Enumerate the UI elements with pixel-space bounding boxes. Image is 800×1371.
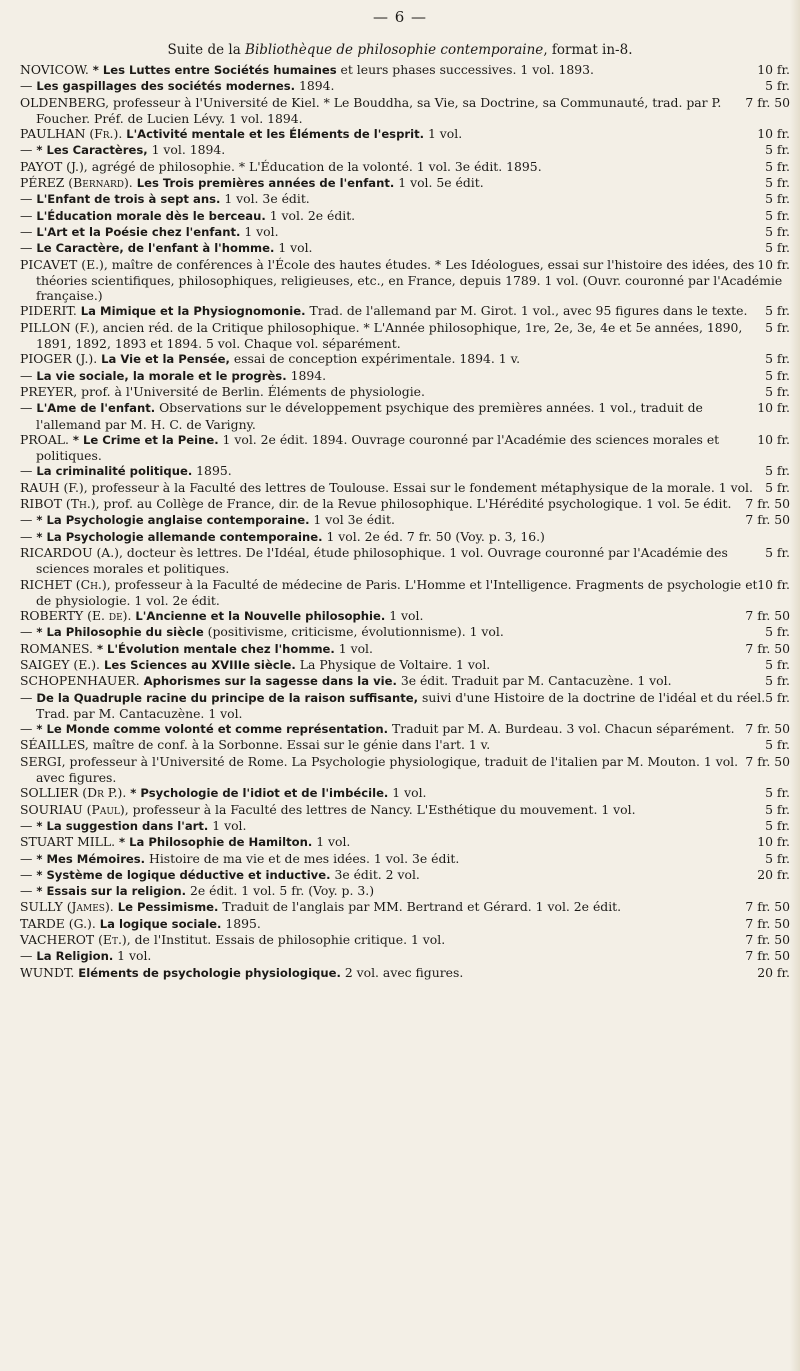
entry-author: — — [20, 866, 33, 882]
entry-price: 5 fr. — [765, 175, 790, 191]
catalogue-entry — [20, 257, 790, 304]
entry-author: — — [20, 78, 33, 94]
entry-author: WUNDT. — [20, 964, 75, 980]
entry-details: maître de conférences à l'École des hautes études. * Les Idéologues, essai sur l'histoire des idées, des théories scientifiques, philosophiques, religieuses, etc., en France, depuis 1789. 1 vol. (Ouvr. couronné par l'Académie française.) — [36, 256, 783, 304]
catalogue-entry — [20, 834, 790, 850]
series-heading — [0, 42, 800, 58]
entry-title: * Système de logique déductive et inductive. — [36, 867, 331, 882]
entry-title: * La suggestion dans l'art. — [36, 818, 209, 833]
entry-author: — — [20, 948, 33, 964]
entry-author: TARDE (G.). — [20, 915, 96, 931]
entry-details: Traduit de l'anglais par MM. Bertrand et Gérard. 1 vol. 2e édit. — [218, 899, 622, 915]
entry-price: 5 fr. — [765, 463, 790, 479]
entry-details: 1 vol. — [424, 126, 463, 142]
entry-author: PAYOT (J.), — [20, 158, 88, 174]
catalogue-entry — [20, 673, 790, 689]
entry-price: 5 fr. — [765, 801, 790, 817]
entry-price: 5 fr. — [765, 785, 790, 801]
catalogue-entry — [20, 883, 790, 899]
entry-price: 7 fr. 50 — [745, 496, 790, 512]
entry-price: 5 fr. — [765, 817, 790, 833]
entry-price: 5 fr. — [765, 319, 790, 335]
entry-author: SOLLIER (Dr P.). — [20, 785, 127, 801]
catalogue-entry — [20, 867, 790, 883]
entry-title: La criminalité politique. — [36, 464, 193, 479]
entry-author: SAIGEY (E.). — [20, 656, 100, 672]
entry-author: SOURIAU (Paul), — [20, 801, 129, 817]
entry-price: 10 fr. — [757, 62, 790, 77]
entry-author: — — [20, 850, 33, 866]
entry-details: 3e édit. 2 vol. — [330, 866, 420, 882]
catalogue-entry — [20, 400, 790, 432]
entry-author: — — [20, 463, 33, 479]
entry-price: 5 fr. — [765, 158, 790, 174]
entry-price: 5 fr. — [765, 191, 790, 207]
entry-title: L'Enfant de trois à sept ans. — [36, 192, 221, 207]
entry-price: 5 fr. — [765, 367, 790, 383]
entry-title: Aphorismes sur la sagesse dans la vie. — [143, 674, 397, 689]
entry-author: — — [20, 191, 33, 207]
catalogue-entry — [20, 384, 790, 400]
entry-title: * Psychologie de l'idiot et de l'imbécile. — [130, 786, 389, 801]
entry-details: 1 vol. 1894. — [147, 142, 226, 158]
entry-title: La Religion. — [36, 949, 114, 964]
catalogue-entry — [20, 737, 790, 753]
catalogue-entry — [20, 480, 790, 496]
entry-price: 5 fr. — [765, 544, 790, 560]
entry-price: 5 fr. — [765, 78, 790, 94]
entry-author: RICARDOU (A.), — [20, 544, 123, 560]
entry-price: 7 fr. 50 — [745, 948, 790, 964]
entry-price: 5 fr. — [765, 737, 790, 753]
catalogue-entry — [20, 175, 790, 191]
catalogue-entry — [20, 916, 790, 932]
catalogue-entry — [20, 624, 790, 640]
catalogue-entry — [20, 851, 790, 867]
entry-details: 1 vol 3e édit. — [309, 512, 395, 528]
catalogue-entry — [20, 641, 790, 657]
entry-title: L'Éducation morale dès le berceau. — [36, 208, 266, 223]
entry-title: * Essais sur la religion. — [36, 884, 187, 899]
entry-price: 5 fr. — [765, 383, 790, 399]
entry-author: — — [20, 207, 33, 223]
entry-details: ancien réd. de la Critique philosophique. * L'Année philosophique, 1re, 2e, 3e, 4e et 5e années, 1890, 1891, 1892, 1893 et 1894. 5 vol. Chaque vol. séparément. — [36, 319, 743, 352]
entry-author: — — [20, 512, 33, 528]
entry-author: ROMANES. — [20, 640, 93, 656]
catalogue-entry — [20, 802, 790, 818]
catalogue-entry — [20, 577, 790, 609]
catalogue-entry — [20, 159, 790, 175]
entry-price: 7 fr. 50 — [745, 899, 790, 915]
catalogue-entry — [20, 320, 790, 352]
entry-title: La Vie et la Pensée, — [101, 352, 230, 367]
entry-title: Les Sciences au XVIIIe siècle. — [103, 657, 296, 672]
series-title: Bibliothèque de philosophie contemporaine — [245, 42, 544, 58]
entry-price: 5 fr. — [765, 673, 790, 689]
entry-price: 5 fr. — [765, 142, 790, 158]
entry-details: professeur à l'Université de Kiel. * Le Bouddha, sa Vie, sa Doctrine, sa Communauté, trad. par P. Foucher. Préf. de Lucien Lévy. 1 vol. 1894. — [36, 94, 722, 126]
entry-price: 5 fr. — [765, 656, 790, 672]
catalogue-entry — [20, 78, 790, 94]
entry-details: 1 vol. 2e édit. — [265, 207, 356, 223]
entry-details: 1894. — [286, 367, 327, 383]
entry-details: professeur à la Faculté de médecine de Paris. L'Homme et l'Intelligence. Fragments de psychologie et de physiologie. 1 vol. 2e édit. — [36, 576, 758, 608]
catalogue-entry — [20, 303, 790, 319]
catalogue-entry — [20, 721, 790, 737]
entry-author: VACHEROT (Et.), — [20, 932, 131, 948]
entry-price: 10 fr. — [757, 400, 790, 416]
entry-price: 5 fr. — [765, 240, 790, 256]
entry-title: La Mimique et la Physiognomonie. — [80, 304, 306, 319]
entry-price: 7 fr. 50 — [745, 94, 790, 110]
entry-price: 7 fr. 50 — [745, 512, 790, 528]
entry-details: 1895. — [221, 915, 261, 931]
entry-author: — — [20, 624, 33, 640]
entry-details: Traduit par M. A. Burdeau. 3 vol. Chacun séparément. — [388, 721, 735, 737]
entry-author: PÉREZ (Bernard). — [20, 175, 133, 191]
entry-details: 1 vol. 5e édit. — [394, 175, 484, 191]
entry-details: professeur à l'Université de Rome. La Psychologie physiologique, traduit de l'italien par M. Mouton. 1 vol. avec figures. — [36, 753, 739, 786]
entry-details: 1 vol. 2e édit. 1894. Ouvrage couronné par l'Académie des sciences morales et politiques. — [36, 431, 720, 464]
entry-details: prof. au Collège de France, dir. de la Revue philosophique. L'Hérédité psychologique. 1 vol. 5e édit. — [103, 496, 732, 512]
entry-title: L'Ancienne et la Nouvelle philosophie. — [135, 609, 386, 624]
page-number: — 6 — — [372, 8, 428, 26]
entry-title: L'Ame de l'enfant. — [36, 401, 156, 416]
entry-details: 1 vol. — [113, 948, 152, 964]
entry-details: suivi d'une Histoire de la doctrine de l'idéal et du réel. Trad. par M. Cantacuzène. 1 vol. — [36, 689, 766, 721]
entry-author: PAULHAN (Fr.). — [20, 126, 123, 142]
entry-author: OLDENBERG, — [20, 94, 110, 110]
entry-price: 5 fr. — [765, 351, 790, 367]
entry-price: 20 fr. — [757, 866, 790, 882]
entry-author: PICAVET (E.), — [20, 256, 108, 272]
entry-author: PREYER, — [20, 383, 78, 399]
entry-author: RICHET (Ch.), — [20, 576, 111, 592]
entry-author: SULLY (James). — [20, 899, 114, 915]
entry-details: Histoire de ma vie et de mes idées. 1 vol. 3e édit. — [145, 850, 460, 866]
entry-author: ROBERTY (E. de). — [20, 608, 132, 624]
entry-details: La Physique de Voltaire. 1 vol. — [295, 656, 491, 672]
entry-author: — — [20, 240, 33, 256]
entry-author: — — [20, 367, 33, 383]
entry-details: 1 vol. — [240, 223, 279, 239]
catalogue-entry — [20, 965, 790, 981]
catalogue-entry — [20, 240, 790, 256]
entry-details: prof. à l'Université de Berlin. Éléments de physiologie. — [81, 383, 425, 399]
entry-title: * Les Luttes entre Sociétés humaines — [92, 63, 337, 77]
entry-title: De la Quadruple racine du principe de la raison suffisante, — [36, 690, 419, 705]
entry-price: 7 fr. 50 — [745, 915, 790, 931]
entry-title: * Le Monde comme volonté et comme représentation. — [36, 722, 389, 737]
entry-price: 7 fr. 50 — [745, 608, 790, 624]
entry-details: agrégé de philosophie. * L'Éducation de la volonté. 1 vol. 3e édit. 1895. — [91, 158, 542, 174]
catalogue-entry — [20, 608, 790, 624]
entry-author: PIDERIT. — [20, 303, 77, 319]
entry-details: 3e édit. Traduit par M. Cantacuzène. 1 vol. — [396, 673, 672, 689]
catalogue-entry — [20, 899, 790, 915]
catalogue-entry — [20, 142, 790, 158]
entry-price: 7 fr. 50 — [745, 721, 790, 737]
entry-details: 2 vol. avec figures. — [340, 964, 464, 980]
entry-title: * L'Évolution mentale chez l'homme. — [96, 641, 335, 656]
entry-author: RIBOT (Th.), — [20, 496, 100, 512]
entry-author: NOVICOW. — [20, 62, 89, 77]
catalogue-entry — [20, 95, 790, 127]
entry-author: RAUH (F.), — [20, 479, 88, 495]
catalogue-entry — [20, 754, 790, 786]
entry-price: 7 fr. 50 — [745, 640, 790, 656]
entry-details: (positivisme, criticisme, évolutionnisme). 1 vol. — [203, 624, 504, 640]
entry-details: professeur à la Faculté des lettres de Toulouse. Essai sur le fondement métaphysique de la morale. 1 vol. — [91, 479, 753, 495]
entry-details: professeur à la Faculté des lettres de Nancy. L'Esthétique du mouvement. 1 vol. — [132, 801, 636, 817]
entry-title: Le Caractère, de l'enfant à l'homme. — [36, 241, 275, 256]
catalogue-entry — [20, 368, 790, 384]
catalogue-entry — [20, 208, 790, 224]
catalogue-entry — [20, 351, 790, 367]
entry-price: 10 fr. — [757, 256, 790, 272]
catalogue-entry — [20, 545, 790, 577]
entry-title: La vie sociale, la morale et le progrès. — [36, 368, 287, 383]
entry-author: — — [20, 689, 33, 705]
catalogue-entries — [20, 62, 790, 981]
page-edge — [790, 0, 800, 1371]
entry-title: * La Philosophie de Hamilton. — [119, 835, 313, 850]
entry-price: 5 fr. — [765, 479, 790, 495]
entry-title: Les Trois premières années de l'enfant. — [136, 176, 395, 191]
catalogue-entry — [20, 529, 790, 545]
entry-details: 2e édit. 1 vol. 5 fr. (Voy. p. 3.) — [186, 883, 375, 899]
entry-price: 10 fr. — [757, 126, 790, 142]
entry-author: — — [20, 883, 33, 899]
entry-author: SERGI, — [20, 753, 66, 769]
entry-title: * Le Crime et la Peine. — [72, 432, 219, 447]
entry-price: 10 fr. — [757, 834, 790, 850]
entry-title: L'Art et la Poésie chez l'enfant. — [36, 224, 241, 239]
catalogue-entry — [20, 512, 790, 528]
entry-author: — — [20, 721, 33, 737]
entry-details: 1 vol. — [388, 785, 427, 801]
entry-price: 5 fr. — [765, 850, 790, 866]
catalogue-entry — [20, 126, 790, 142]
catalogue-entry — [20, 690, 790, 722]
entry-details: 1 vol. — [274, 240, 313, 256]
entry-author: PILLON (F.), — [20, 319, 99, 335]
entry-details: 1 vol. 2e éd. 7 fr. 50 (Voy. p. 3, 16.) — [322, 528, 545, 544]
entry-title: Les gaspillages des sociétés modernes. — [36, 79, 296, 94]
entry-title: Le Pessimisme. — [117, 900, 219, 915]
catalogue-entry — [20, 932, 790, 948]
entry-price: 5 fr. — [765, 303, 790, 319]
entry-price: 5 fr. — [765, 689, 790, 705]
entry-details: 1 vol. — [385, 608, 424, 624]
entry-author: — — [20, 817, 33, 833]
entry-details: maître de conf. à la Sorbonne. Essai sur le génie dans l'art. 1 v. — [92, 737, 491, 753]
catalogue-entry — [20, 224, 790, 240]
catalogue-entry — [20, 62, 790, 78]
entry-details: Trad. de l'allemand par M. Girot. 1 vol., avec 95 figures dans le texte. — [305, 303, 748, 319]
entry-author: SÉAILLES, — [20, 737, 89, 753]
entry-details: 1894. — [295, 78, 335, 94]
entry-title: * La Philosophie du siècle — [36, 625, 204, 640]
entry-author: — — [20, 400, 33, 416]
entry-author: SCHOPENHAUER. — [20, 673, 140, 689]
entry-details: 1 vol. — [334, 640, 373, 656]
entry-price: 5 fr. — [765, 223, 790, 239]
catalogue-entry — [20, 496, 790, 512]
entry-price: 5 fr. — [765, 207, 790, 223]
entry-price: 7 fr. 50 — [745, 932, 790, 948]
catalogue-entry — [20, 818, 790, 834]
entry-details: docteur ès lettres. De l'Idéal, étude philosophique. 1 vol. Ouvrage couronné par l'Académie des sciences morales et politiques. — [36, 544, 728, 577]
entry-price: 10 fr. — [757, 431, 790, 447]
entry-title: L'Activité mentale et les Éléments de l'esprit. — [126, 127, 425, 142]
entry-details: Observations sur le développement psychique des premières années. 1 vol., traduit de l'allemand par M. H. C. de Varigny. — [36, 400, 703, 432]
series-suffix: , format in-8. — [543, 42, 633, 58]
entry-author: PIOGER (J.). — [20, 351, 98, 367]
entry-title: * Mes Mémoires. — [36, 851, 146, 866]
entry-author: — — [20, 142, 33, 158]
catalogue-entry — [20, 463, 790, 479]
entry-author: PROAL. — [20, 431, 69, 447]
entry-details: de l'Institut. Essais de philosophie critique. 1 vol. — [134, 932, 446, 948]
catalogue-entry — [20, 657, 790, 673]
entry-details: et leurs phases successives. 1 vol. 1893. — [336, 62, 594, 77]
entry-title: * Les Caractères, — [36, 143, 148, 158]
entry-price: 7 fr. 50 — [745, 753, 790, 769]
entry-details: 1 vol. — [312, 834, 351, 850]
entry-price: 20 fr. — [757, 964, 790, 980]
catalogue-entry — [20, 785, 790, 801]
catalogue-entry — [20, 948, 790, 964]
series-prefix: Suite de la — [167, 42, 246, 58]
entry-title: * La Psychologie allemande contemporaine. — [36, 529, 323, 544]
entry-details: essai de conception expérimentale. 1894. 1 v. — [229, 351, 521, 367]
entry-author: — — [20, 528, 33, 544]
entry-price: 5 fr. — [765, 624, 790, 640]
entry-author: STUART MILL. — [20, 834, 116, 850]
entry-details: 1895. — [192, 463, 232, 479]
entry-details: 1 vol. — [208, 817, 247, 833]
entry-price: 10 fr. — [757, 576, 790, 592]
catalogue-entry — [20, 191, 790, 207]
catalogue-entry — [20, 432, 790, 464]
entry-title: La logique sociale. — [99, 916, 222, 931]
entry-title: * La Psychologie anglaise contemporaine. — [36, 513, 310, 528]
entry-author: — — [20, 223, 33, 239]
entry-title: Eléments de psychologie physiologique. — [78, 965, 341, 980]
entry-details: 1 vol. 3e édit. — [220, 191, 310, 207]
